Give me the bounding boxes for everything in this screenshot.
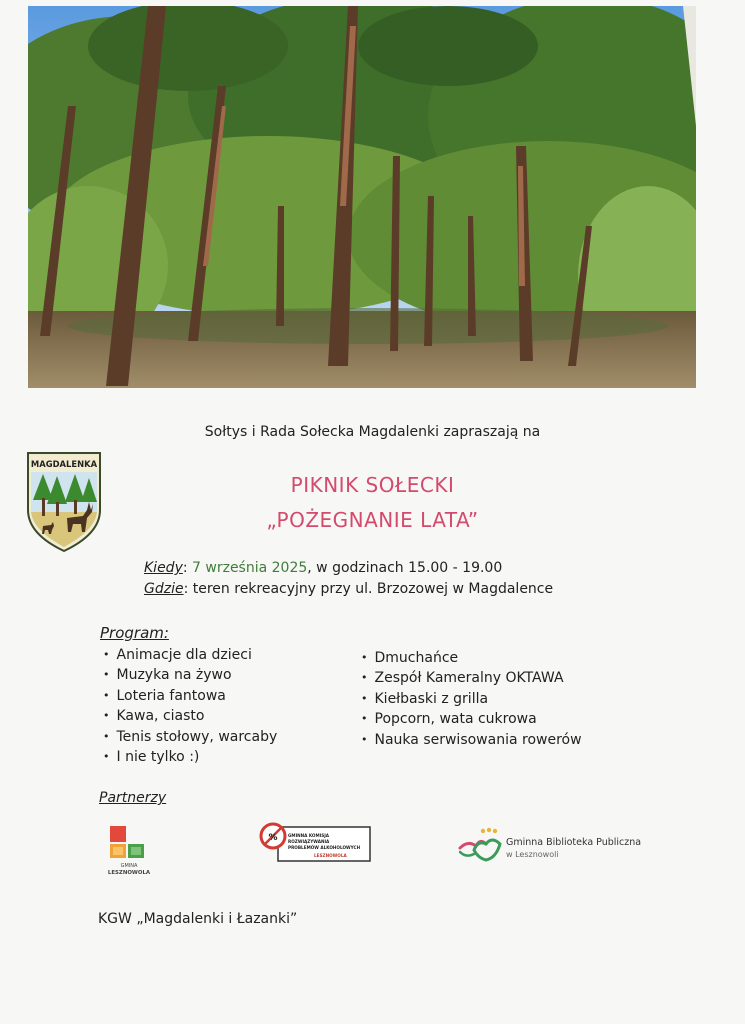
list-item: • Nauka serwisowania rowerów (361, 730, 582, 750)
komisja-line3: PROBLEMÓW ALKOHOLOWYCH (288, 845, 361, 850)
list-item: • Zespół Kameralny OKTAWA (361, 668, 582, 688)
where-line (144, 581, 553, 597)
list-item: • Kiełbaski z grilla (361, 689, 582, 709)
list-item: • Popcorn, wata cukrowa (361, 709, 582, 729)
gmina-lesznowola-logo (107, 824, 151, 880)
village-emblem (27, 452, 101, 552)
list-item: • Tenis stołowy, warcaby (103, 727, 277, 747)
biblioteka-line1: Gminna Biblioteka Publiczna (506, 837, 642, 848)
komisja-line2: ROZWIĄZYWANIA (288, 839, 330, 844)
event-subtitle: „POŻEGNANIE LATA” (266, 508, 479, 532)
when-line: Kiedy: 7 września 2025, w godzinach 15.00 - 19.00 (144, 560, 503, 576)
partners-label: Partnerzy (99, 790, 167, 806)
forest-photo (28, 6, 696, 388)
list-item: • Dmuchańce (361, 648, 582, 668)
biblioteka-line2: w Lesznowoli (506, 850, 559, 859)
invite-line: Sołtys i Rada Sołecka Magdalenki zapraszają na (204, 424, 541, 440)
event-date: 7 września 2025 (192, 560, 308, 576)
event-location: : teren rekreacyjny przy ul. Brzozowej w Magdalence (183, 581, 554, 597)
list-item: • Animacje dla dzieci (103, 645, 277, 665)
komisja-alkoholowa-logo (258, 820, 372, 864)
event-title: PIKNIK SOŁECKI (290, 473, 455, 497)
emblem-label: MAGDALENKA (30, 459, 98, 469)
gmina-line1: GMINA (120, 863, 138, 869)
program-label: Program: (100, 624, 169, 642)
list-item: • Loteria fantowa (103, 686, 277, 706)
list-item: • I nie tylko :) (103, 747, 277, 767)
event-time: , w godzinach 15.00 - 19.00 (307, 560, 503, 576)
program-list-right (361, 648, 582, 750)
komisja-line1: GMINNA KOMISJA (288, 833, 330, 838)
kgw-line: KGW „Magdalenki i Łazanki” (98, 911, 298, 927)
when-label: Kiedy (144, 560, 183, 576)
list-item: • Muzyka na żywo (103, 665, 277, 685)
komisja-line4: LESZNOWOLA (314, 853, 347, 858)
where-label: Gdzie (144, 581, 184, 597)
list-item: • Kawa, ciasto (103, 706, 277, 726)
program-list-left (103, 645, 277, 767)
svg-text:%: % (268, 833, 278, 843)
biblioteka-logo (456, 826, 646, 866)
gmina-line2: LESZNOWOLA (107, 870, 151, 876)
